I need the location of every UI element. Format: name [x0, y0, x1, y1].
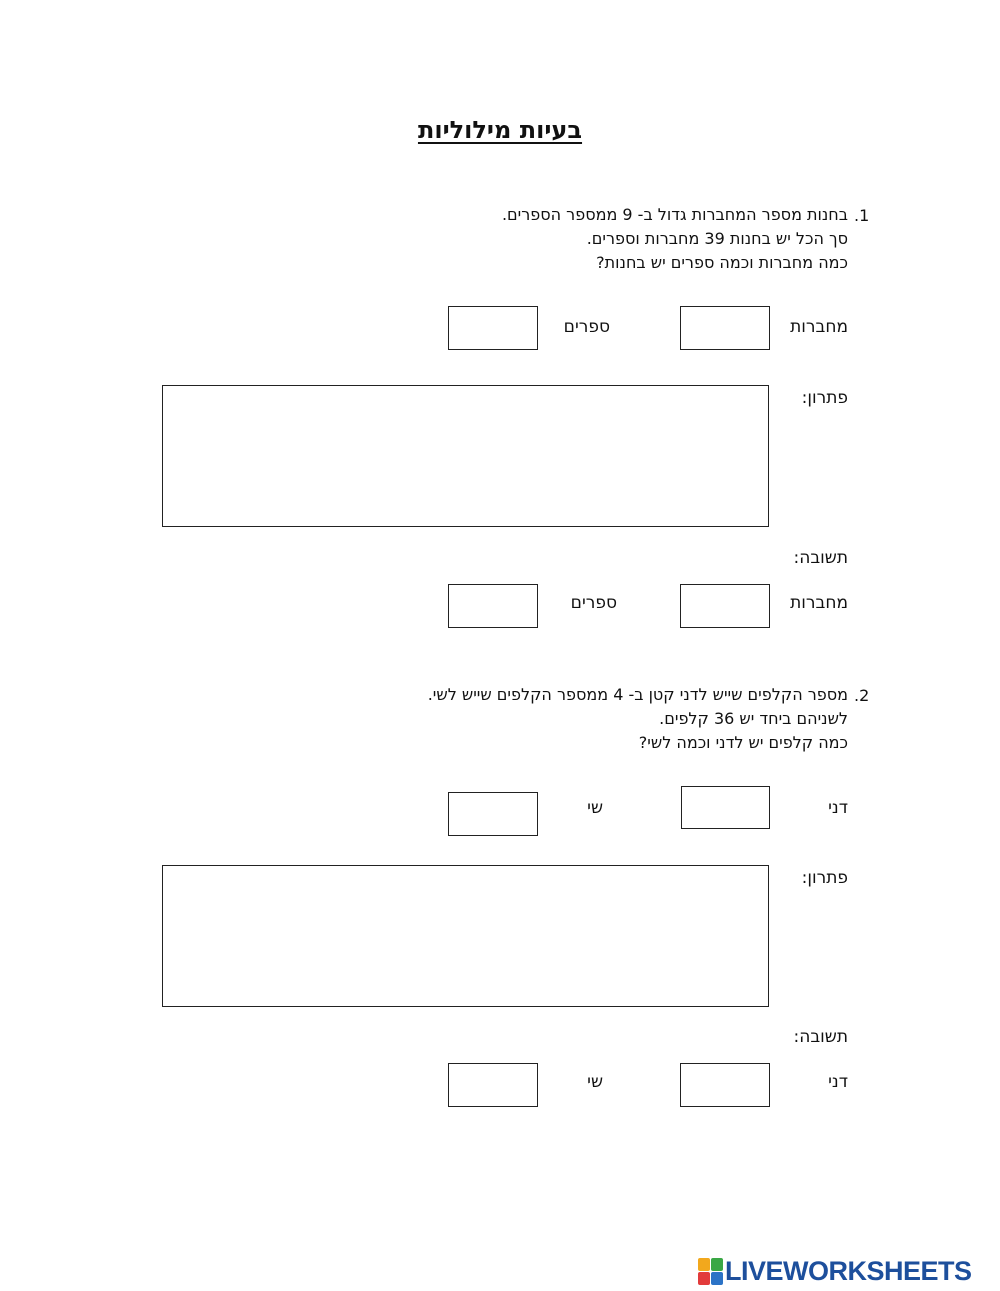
logo-square-2 [711, 1258, 723, 1271]
problem-2-line-1: מספר הקלפים שייש לדני קטן ב- 4 ממספר הקלפים שייש לשי. [427, 685, 848, 704]
problem-2-line-2: לשניהם ביחד יש 36 קלפים. [659, 709, 848, 728]
problem-2-answer-dani-input[interactable] [680, 1063, 770, 1107]
problem-2-number: .2 [854, 686, 870, 705]
problem-1-answer-books-input[interactable] [448, 584, 538, 628]
problem-1-books-input[interactable] [448, 306, 538, 350]
problem-1-notebooks-input[interactable] [680, 306, 770, 350]
problem-2-label-shai: שי [587, 798, 603, 818]
problem-1-line-2: סך הכל יש בחנות 39 מחברות וספרים. [586, 229, 848, 248]
liveworksheets-logo [698, 1254, 972, 1288]
liveworksheets-logo-text: LIVEWORKSHEETS [725, 1255, 972, 1286]
problem-2-answer-label: תשובה: [793, 1027, 848, 1047]
logo-square-3 [698, 1272, 710, 1285]
problem-2-solution-label: פתרון: [801, 868, 848, 888]
logo-square-1 [698, 1258, 710, 1271]
problem-1-line-1: בחנות מספר המחברות גדול ב- 9 ממספר הספרים. [501, 205, 848, 224]
problem-2-shai-input[interactable] [448, 792, 538, 836]
problem-2-answer-label-dani: דני [828, 1072, 848, 1092]
problem-1-label-books: ספרים [563, 317, 610, 337]
problem-1-answer-label: תשובה: [793, 548, 848, 568]
problem-2-solution-area[interactable] [162, 865, 769, 1007]
problem-1-line-3: כמה מחברות וכמה ספרים יש בחנות? [596, 253, 848, 272]
problem-2-answer-shai-input[interactable] [448, 1063, 538, 1107]
problem-2-answer-label-shai: שי [587, 1072, 603, 1092]
problem-2-label-dani: דני [828, 798, 848, 818]
problem-1-answer-notebooks-input[interactable] [680, 584, 770, 628]
logo-square-4 [711, 1272, 723, 1285]
page-title: בעיות מילוליות [417, 116, 583, 144]
problem-2-dani-input[interactable] [681, 786, 770, 829]
liveworksheets-logo-icon [698, 1258, 722, 1284]
problem-1-answer-label-notebooks: מחברות [790, 593, 848, 613]
problem-1-label-notebooks: מחברות [790, 317, 848, 337]
problem-1-solution-area[interactable] [162, 385, 769, 527]
problem-1-number: .1 [854, 206, 870, 225]
problem-2-line-3: כמה קלפים יש לדני וכמה לשי? [638, 733, 848, 752]
problem-1-answer-label-books: ספרים [570, 593, 617, 613]
problem-1-solution-label: פתרון: [801, 388, 848, 408]
